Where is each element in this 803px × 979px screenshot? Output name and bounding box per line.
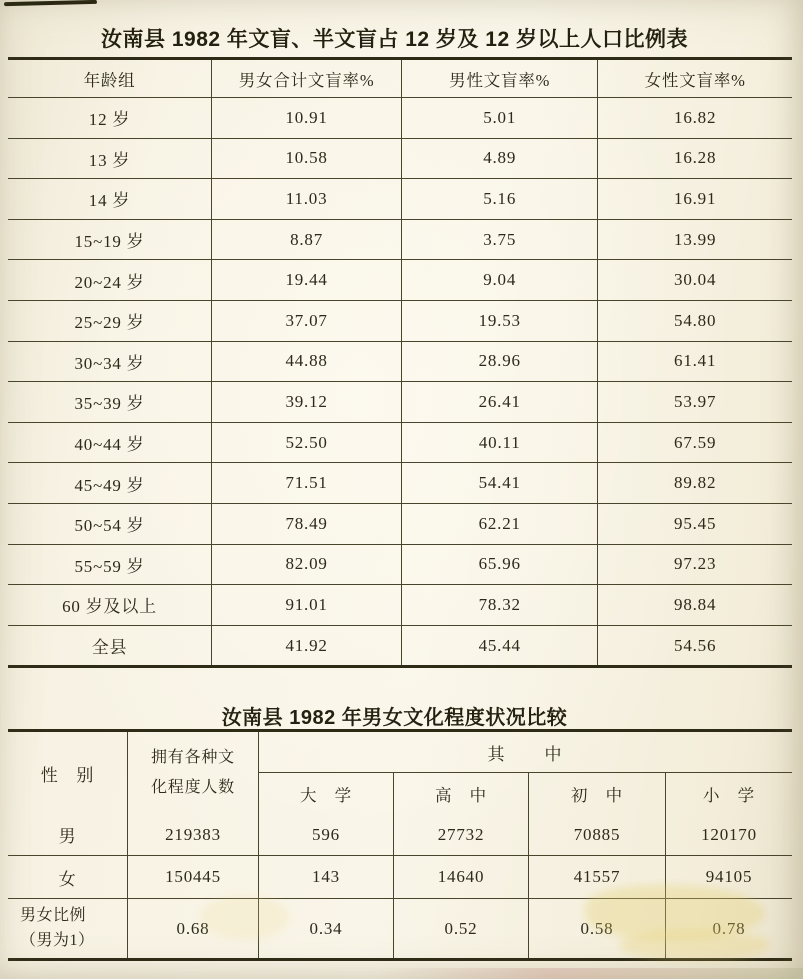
table1-cell-female: 16.82 xyxy=(597,98,792,138)
table2-header-among: 其 中 xyxy=(259,732,792,773)
scan-edge-artifact xyxy=(380,968,803,979)
table1-row xyxy=(8,98,792,139)
education-level-table xyxy=(8,729,792,961)
table1-cell-age: 40~44 岁 xyxy=(74,435,145,455)
table1-cell-female: 98.84 xyxy=(597,585,792,625)
table2-cell-total: 219383 xyxy=(128,814,259,856)
table1-body xyxy=(8,98,792,665)
table2-row-label-line1: 女 xyxy=(58,869,77,889)
table1-header-age-group: 年龄组 xyxy=(83,70,136,90)
table1-cell-total: 91.01 xyxy=(211,585,401,625)
table2-header-total-educated xyxy=(128,732,259,814)
table1-cell-male: 9.04 xyxy=(401,260,597,300)
table1-cell-male: 40.11 xyxy=(401,423,597,463)
table1-cell-male: 65.96 xyxy=(401,545,597,585)
table1-cell-total: 8.87 xyxy=(211,220,401,260)
table1-cell-total: 41.92 xyxy=(211,626,401,666)
table1-cell-female: 95.45 xyxy=(597,504,792,544)
table1-cell-age: 55~59 岁 xyxy=(74,556,145,576)
table2-cell-primary: 94105 xyxy=(666,856,792,899)
table2-cell-junior: 0.58 xyxy=(529,899,666,958)
table2-row-label xyxy=(8,899,128,958)
table1-row xyxy=(8,504,792,545)
table1-cell-age: 14 岁 xyxy=(88,191,131,211)
table2-cell-junior: 70885 xyxy=(529,814,666,856)
table1-header-total-rate: 男女合计文盲率% xyxy=(211,60,401,97)
table2-cell-senior: 0.52 xyxy=(394,899,529,958)
table1-cell-age: 50~54 岁 xyxy=(74,516,145,536)
table1-cell-male: 26.41 xyxy=(401,382,597,422)
table2-header-total-educated-line1: 拥有各种文 xyxy=(150,748,235,766)
table1-cell-total: 11.03 xyxy=(211,179,401,219)
table1-cell-age: 30~34 岁 xyxy=(74,353,145,373)
table1-cell-female: 30.04 xyxy=(597,260,792,300)
table1-row xyxy=(8,220,792,261)
table1-cell-female: 97.23 xyxy=(597,545,792,585)
table2-row-label xyxy=(8,856,128,899)
table1-cell-male: 5.16 xyxy=(401,179,597,219)
table2-header-total-educated-line2: 化程度人数 xyxy=(150,779,235,796)
table1-cell-total: 44.88 xyxy=(211,342,401,382)
table1-cell-male: 4.89 xyxy=(401,139,597,179)
illiteracy-rate-table xyxy=(8,57,792,668)
table1-cell-female: 61.41 xyxy=(597,342,792,382)
table1-cell-total: 10.58 xyxy=(211,139,401,179)
table1-row xyxy=(8,342,792,383)
table1-cell-female: 16.91 xyxy=(597,179,792,219)
table1-cell-total: 82.09 xyxy=(211,545,401,585)
table1-cell-female: 89.82 xyxy=(597,463,792,503)
scan-artifact-line xyxy=(4,0,97,6)
table1-cell-female: 13.99 xyxy=(597,220,792,260)
table1-header-female-rate: 女性文盲率% xyxy=(597,60,792,97)
table1-cell-age: 20~24 岁 xyxy=(74,272,145,292)
table1-header-male-rate: 男性文盲率% xyxy=(401,60,597,97)
table1-cell-age: 35~39 岁 xyxy=(74,394,145,414)
table1-cell-total: 10.91 xyxy=(211,98,401,138)
table2-row-label-line2: （男为1） xyxy=(20,931,95,949)
table1-cell-male: 54.41 xyxy=(401,463,597,503)
table2-title: 汝南县 1982 年男女文化程度状况比较 xyxy=(221,706,568,729)
table1-row xyxy=(8,179,792,220)
table1-cell-female: 16.28 xyxy=(597,139,792,179)
table2-header-university: 大 学 xyxy=(259,773,394,814)
table2-cell-senior: 27732 xyxy=(394,814,529,856)
table1-cell-total: 19.44 xyxy=(211,260,401,300)
table1-cell-male: 19.53 xyxy=(401,301,597,341)
table1-cell-total: 71.51 xyxy=(211,463,401,503)
table1-cell-male: 28.96 xyxy=(401,342,597,382)
table1-cell-age: 13 岁 xyxy=(88,150,131,170)
table2-header-senior-high: 高 中 xyxy=(394,773,529,814)
table1-row xyxy=(8,301,792,342)
table1-cell-male: 3.75 xyxy=(401,220,597,260)
table1-cell-female: 67.59 xyxy=(597,423,792,463)
table2-cell-total: 150445 xyxy=(128,856,259,899)
table1-row xyxy=(8,423,792,464)
table1-row xyxy=(8,382,792,423)
table1-row xyxy=(8,626,792,666)
table2-header-junior-high: 初 中 xyxy=(529,773,666,814)
table1-cell-total: 37.07 xyxy=(211,301,401,341)
table1-row xyxy=(8,260,792,301)
table1-cell-age: 45~49 岁 xyxy=(74,475,145,495)
table1-cell-female: 54.80 xyxy=(597,301,792,341)
table1-cell-male: 45.44 xyxy=(401,626,597,666)
table2-cell-junior: 41557 xyxy=(529,856,666,899)
table1-cell-age: 15~19 岁 xyxy=(74,232,145,252)
table2-header-primary: 小 学 xyxy=(703,785,755,805)
table1-cell-total: 52.50 xyxy=(211,423,401,463)
table2-row-label-line1: 男 xyxy=(58,827,77,846)
table1-cell-age: 60 岁及以上 xyxy=(62,597,157,617)
table1-cell-male: 78.32 xyxy=(401,585,597,625)
table1-cell-male: 5.01 xyxy=(401,98,597,138)
table2-cell-total: 0.68 xyxy=(128,899,259,958)
table2-row-label xyxy=(8,814,128,856)
table1-cell-total: 39.12 xyxy=(211,382,401,422)
table2-cell-primary: 120170 xyxy=(666,814,792,856)
table2-cell-university: 0.34 xyxy=(259,899,394,958)
table1-cell-total: 78.49 xyxy=(211,504,401,544)
table1-cell-female: 54.56 xyxy=(597,626,792,666)
table2-cell-primary: 0.78 xyxy=(712,918,746,938)
table1-header-row xyxy=(8,60,792,98)
table2-cell-senior: 14640 xyxy=(394,856,529,899)
table1-cell-age: 25~29 岁 xyxy=(74,313,145,333)
table1-cell-age: 全县 xyxy=(91,638,128,658)
table2-header-gender: 性 别 xyxy=(8,732,128,814)
table2-row-label-line1: 男女比例 xyxy=(20,906,87,924)
table1-cell-female: 53.97 xyxy=(597,382,792,422)
table1-row xyxy=(8,139,792,180)
table1-title: 汝南县 1982 年文盲、半文盲占 12 岁及 12 岁以上人口比例表 xyxy=(101,28,688,52)
table1-row xyxy=(8,585,792,626)
table1-row xyxy=(8,463,792,504)
table1-cell-age: 12 岁 xyxy=(88,110,131,130)
table1-row xyxy=(8,545,792,586)
table1-cell-male: 62.21 xyxy=(401,504,597,544)
table2-cell-university: 143 xyxy=(259,856,394,899)
table2-cell-university: 596 xyxy=(259,814,394,856)
